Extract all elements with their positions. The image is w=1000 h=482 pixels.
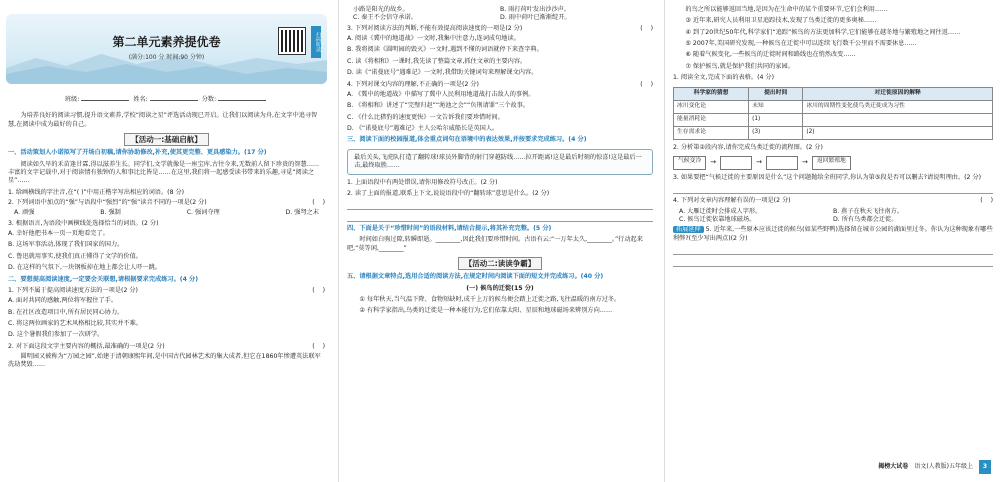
passage-paragraph: 的鸟之所以能够返回当地,是因为在生命中的某个重要环节,它们会利用…… [685,6,888,13]
passage-paragraph: ③ 近年来,研究人员利用卫星追踪技术,发现了鸟类迁徙的更多奥秘…… [685,17,877,25]
part4-title: 四、下面是关于“珍惜时间”的语段材料,请结合提示,将其补充完整。(5 分) [347,225,552,233]
part1-title: 一、活动策划人小诺拟写了开场白初稿,请你协助修改,补充,使其更完整、更具感染力。(17 分) [8,149,267,157]
news-box: 最后关头,飞虎队打造了翻转球!球员外脚背的射门穿越防线……拉开距离!这是最后时刻的惊喜!这是最后一击,最终取胜…… [347,149,653,176]
part1-text: 阅读如久旱的禾苗逢甘霖,得以滋养生长。同学们,文学就像是一座宝库,古往今来,无数前人留下珍贵的智慧……丰富的文字记载中,对于阅读情有独钟的人和事比比皆是……在这里,我们将一起感受读书带来的乐趣,寻觅“阅读之星”…… [8,160,320,185]
page-number: 3 [979,460,991,474]
flow-box-blank[interactable] [766,156,798,170]
answer-line[interactable] [673,246,993,255]
passage-paragraph: ① 每年秋天,当气温下降、食物短缺时,成千上万的候鸟便会踏上迁徙之路,飞往温暖的南方过冬。 [359,296,621,304]
option[interactable]: A. 大雁迁徙时会排成人字形。 [679,207,762,215]
answer-line[interactable] [673,258,993,267]
question-5: 拓展延伸 5. 近年来,一些原本应该迁徙的候鸟(如某些野鸭)选择留在城市公园的湖面里过冬。你认为这种现象有哪些利弊?(至少写出两点)(2 分) [673,226,993,242]
class-label: 班级: [64,96,80,103]
part4-text: 时间如白驹过隙,转瞬即逝。________,因此我们要珍惜时间。古语有云:“一万年太久,________。”行动起来吧,“莫等闲,________” [347,236,643,252]
option[interactable]: D. 读《“诺曼底号”遇难记》一文时,我借助关键词句来理解课文内容。 [347,69,538,77]
option[interactable]: B. 这场军事活动,体现了我们国家的国力。 [8,241,124,249]
page-title: 第二单元素养提优卷 [112,35,221,49]
question-3: 3. 下列对阅读方法的判断,不能有效提高阅读速度的一项是(2 分) ( ) [347,24,653,32]
brand-label: 揭榜大试卷 [878,462,909,470]
question-2-options [8,209,325,217]
flow-box: 气候变冷 [673,156,706,170]
option[interactable]: D. 雨中荷叶已渐渐绽开。 [500,14,571,22]
answer-line[interactable] [673,185,993,194]
passage-paragraph: ② 有科学家指出,鸟类的迁徙是一种本能行为,它们依靠太阳、星辰和地球磁场来辨别方向…… [359,307,613,315]
option[interactable]: B. 燕子在秋天飞往南方。 [833,207,904,215]
question-3: 3. 根据语言,为语段中画横线处选择恰当的词语。(2 分) [8,219,159,227]
option[interactable]: B. 强制 [100,209,121,217]
activity-heading-1: 【活动一:基础启航】 [8,135,325,145]
passage-paragraph: ④ 到了20世纪50年代,科学家们“追踪”候鸟的方法更加科学,它们能够在越冬地与繁殖地之间往返…… [685,28,961,36]
middle-page [338,0,661,482]
question-2c: 2. 读了上面的报道,联系上下文,说说语段中的“翻转球”意思是什么。(2 分) [347,189,550,197]
option[interactable]: C. 读《将相和》一课时,我先读了整篇文章,抓住文章的主要内容。 [347,57,527,65]
scan-tag: 扫码听读 [311,26,321,58]
question-4: 4. 下列对课文内容的理解,不正确的一项是(2 分) ( ) [347,80,653,88]
part3-title: 三、阅读下面的校园报道,体会重点词句在语境中的表达效果,并按要求完成练习。(4 分) [347,136,587,144]
question-3: 3. 如果要把“气候迁徙的主要原因是什么”这个问题抛给全班同学,你认为第⑤段是否可以删去?请说明理由。(2 分) [673,173,982,181]
question-1: 1. 给画横线的字注音,在“( )”中用正楷字写出相应的词语。(8 分) [8,188,185,196]
passage-paragraph: ⑦ 保护候鸟,就是保护我们共同的家园。 [685,62,794,70]
option[interactable]: D. 这个暑假我们参加了一次研学。 [8,331,104,339]
flow-box-blank[interactable] [720,156,752,170]
option[interactable]: C. 候鸟迁徙依靠地球磁场。 [679,215,756,223]
option[interactable]: D. 《“诺曼底号”遇难记》主人公哈尔威船长是英国人。 [347,124,499,132]
answer-line[interactable] [347,201,653,210]
table-header: 科学家的猜想 [674,87,749,100]
passage-paragraph: ⑤ 2007年,美国研究发现,一种候鸟在迁徙中可以连续飞行数千公里而不需要休息…… [685,40,917,48]
option[interactable]: C. 强词夺理 [186,209,220,217]
option[interactable]: A. 顽强 [14,209,35,217]
subject-label: 语文(人教版)五年级上 [914,462,973,470]
extend-badge: 拓展延伸 [673,226,704,233]
page-footer [878,460,991,474]
option[interactable]: B. 在社区改造项目中,所有居民同心协力。 [8,308,124,316]
option[interactable]: C. 《什么比猎豹的速度更快》一文告诉我们要珍惜时间。 [347,113,504,121]
student-info [8,96,325,104]
left-page [0,0,333,482]
question-1: 1. 阅读全文,完成下面的表格。(4 分) [673,74,775,82]
option[interactable]: A. 面对共同的感触,两位将军握住了手。 [8,297,118,305]
question-2: 2. 下列词语中加点的“强”与语段中“强烈”的“强”读音不同的一项是(2 分) ( ) [8,199,325,206]
part2-title: 二、要想提高阅读速度,一定要会关联想,请根据要求完成练习。(4 分) [8,275,199,283]
flow-box: 返回繁殖地 [812,156,851,170]
option[interactable]: A. 阅读《冀中的地道战》一文时,我集中注意力,连词成句地读。 [347,35,520,43]
question-4-options [673,208,993,225]
activity-heading-2: 【活动二:读读争霸】 [347,259,653,269]
question-4: 4. 下列对文章内容理解有误的一项是(2 分) ( ) [673,197,993,205]
answer-line[interactable] [347,213,653,222]
page-subtitle: (满分:100 分 时间:90 分钟) [128,54,205,61]
top-options [347,6,653,23]
table-row: 生存需求论 (3) (2) [674,126,993,139]
class-field[interactable] [81,100,129,101]
option[interactable]: 小路是阳光的故乡。 [353,6,409,13]
table-header: 对迁徙原因的解释 [803,87,993,100]
score-field[interactable] [218,100,266,101]
name-label: 姓名: [133,96,148,103]
option[interactable]: C. 秦王不会信守承诺。 [353,14,417,22]
flow-chart [673,156,993,170]
intro-text: 为培养良好的阅读习惯,提升语文素养,学校“阅读之星”评选活动现已开启。让我们以阅读为舟,在文字中追寻智慧,在阅读中成为最好的自己。 [8,112,318,128]
option[interactable]: B. 雨打荷叶发出沙沙声。 [500,6,571,13]
question-1b: 1. 下列不属于提高阅读速度方法的一项是(2 分) ( ) [8,286,325,294]
passage-paragraph: ⑥ 随着气候变化,一些候鸟的迁徙时间和路线也在悄然改变…… [685,51,856,59]
option[interactable]: D. 在这样的气氛下,一块钢板掉在地上都会让人吓一跳。 [8,264,161,272]
option[interactable]: C. 将这两位画家的艺术风格相比较,其实并不难。 [8,319,142,327]
title-banner [6,14,327,84]
option[interactable]: D. 强弩之末 [285,209,319,217]
option[interactable]: A. 《冀中的地道战》中描写了冀中人民利用地道战打击敌人的事例。 [347,90,535,98]
option[interactable]: A. 幸好他把书本一页一页地看完了。 [8,230,109,238]
question-2b: 2. 对下面这段文字主要内容的概括,最准确的一项是(2 分) ( ) [8,342,325,350]
right-page [664,0,1000,482]
table-row: 能量消耗论 (1) [674,113,993,126]
answer-table [673,87,993,140]
qr-code-icon[interactable] [279,28,305,54]
table-header: 提出时间 [749,87,803,100]
arrow-icon: → [710,158,717,167]
question-2: 2. 分析第②段内容,请你完成鸟类迁徙的流程图。(2 分) [673,143,823,151]
passage-title: (一) 候鸟的迁徙(15 分) [466,284,534,292]
option[interactable]: B. 《将相和》讲述了“完璧归赵”“渑池之会”“负荆请罪”三个故事。 [347,102,530,110]
arrow-icon: → [756,158,762,167]
option[interactable]: C. 鲁迅就用事实,使我们真正懂得了文学的价值。 [8,252,142,260]
name-field[interactable] [150,100,198,101]
part5-title: 五、请根据文章特点,选用合适的阅读方法,在规定时间内阅读下面的短文并完成练习。(40 分) [347,273,604,281]
question-1c: 1. 上面语段中有两处错误,请你用修改符号改正。(2 分) [347,179,498,187]
question-2b-text: 圆明园又被称为“万园之园”,始建于清朝康熙年间,是中国古代园林艺术的集大成者,但它在1860年惨遭英法联军洗劫焚毁…… [8,353,321,369]
option[interactable]: B. 我将阅读《圆明园的毁灭》一文时,遇到不懂的词语就停下来查字典。 [347,46,543,54]
arrow-icon: → [801,158,808,167]
score-label: 分数: [201,96,217,103]
table-row: 冰川变化论 未知 冰川的周期性变化使鸟类迁徙成为习性 [674,100,993,113]
option[interactable]: D. 所有鸟类都会迁徙。 [833,215,898,223]
